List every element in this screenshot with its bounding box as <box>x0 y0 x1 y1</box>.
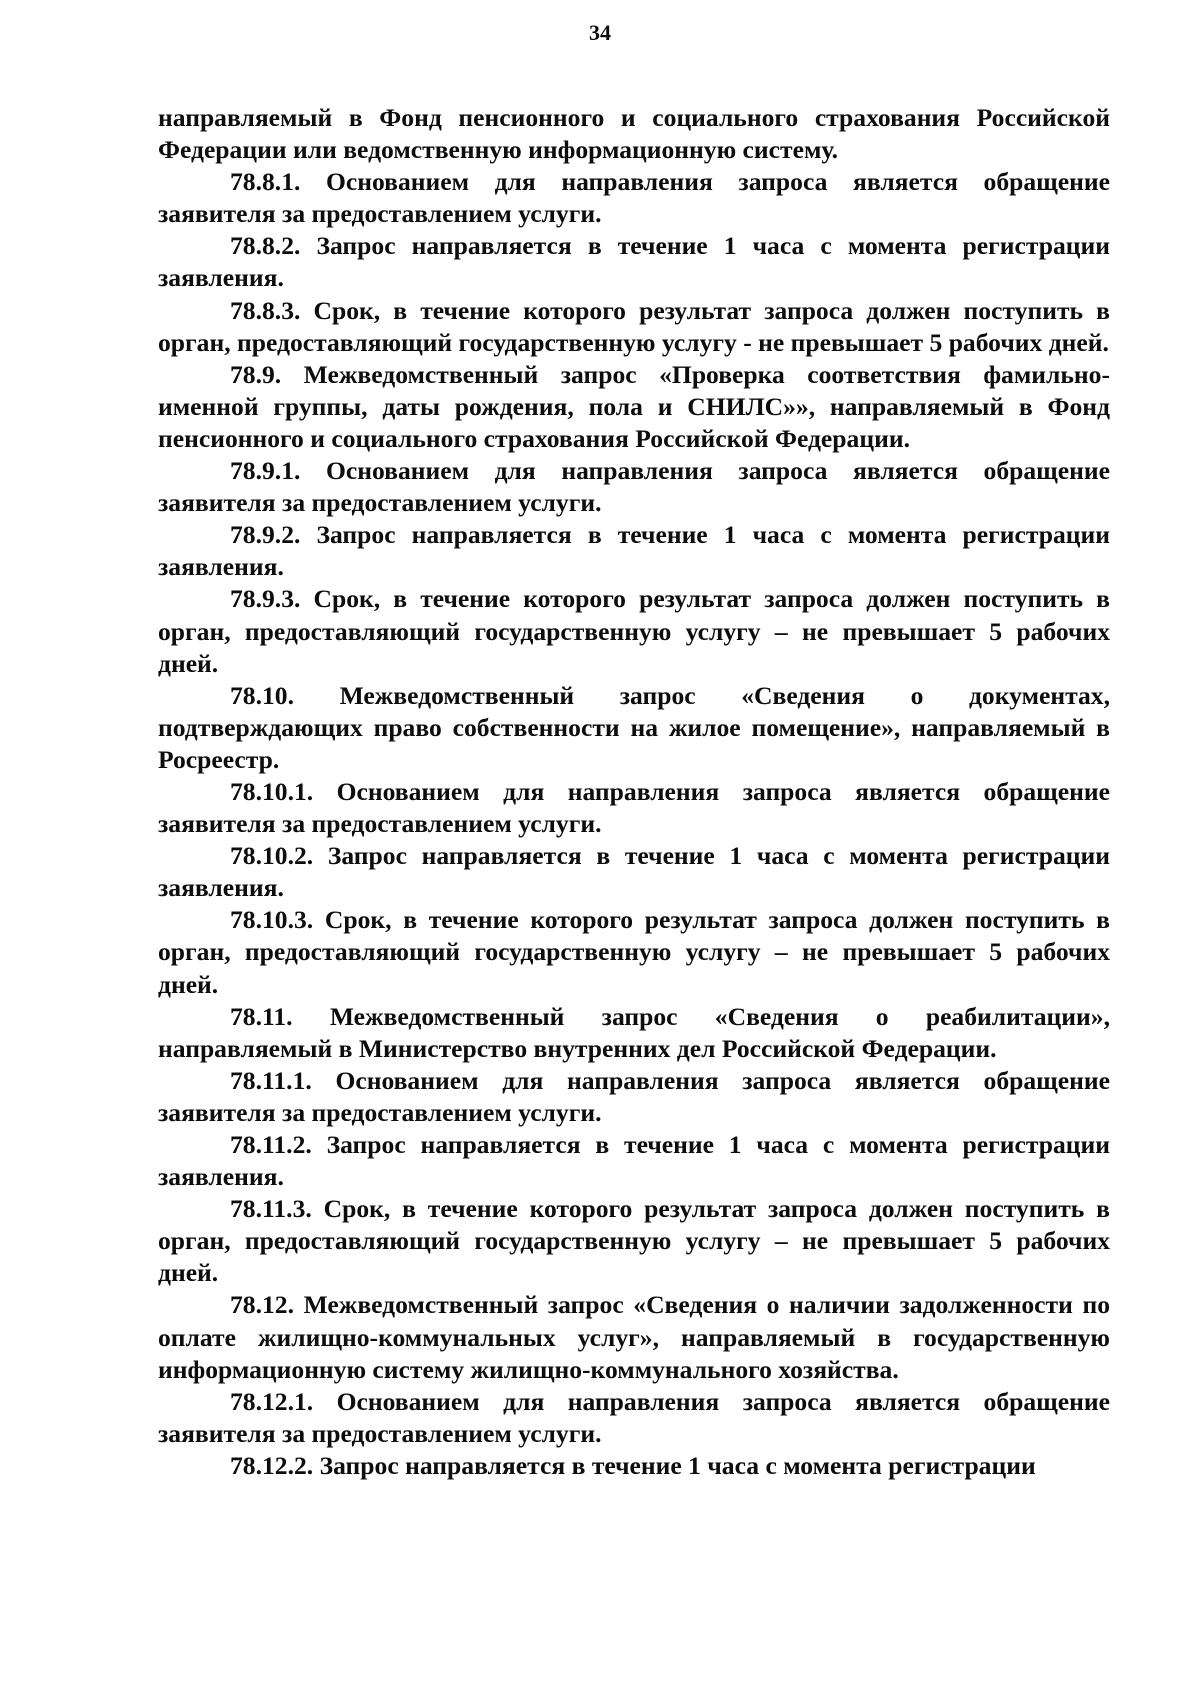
paragraph: 78.12. Межведомственный запрос «Сведения о наличии задолженности по оплате жилищно-коммунальных услуг», направляемый в государственную информационную систему жилищно-коммунального хозяйства. <box>158 1290 1110 1384</box>
paragraph: 78.9.1. Основанием для направления запроса является обращение заявителя за предоставлением услуги. <box>158 456 1110 518</box>
paragraph: 78.11.3. Срок, в течение которого результат запроса должен поступить в орган, предоставляющий государственную услугу – не превышает 5 рабочих дней. <box>158 1194 1110 1288</box>
page-number: 34 <box>589 20 611 45</box>
paragraph: 78.10.2. Запрос направляется в течение 1 часа с момента регистрации заявления. <box>158 841 1110 903</box>
paragraph: 78.12.2. Запрос направляется в течение 1 часа с момента регистрации <box>230 1450 1036 1480</box>
paragraph: направляемый в Фонд пенсионного и социального страхования Российской Федерации или ведомственную информационную систему. <box>158 103 1110 165</box>
paragraph: 78.10. Межведомственный запрос «Сведения о документах, подтверждающих право собственности на жилое помещение», направляемый в Росреестр. <box>158 680 1110 774</box>
paragraph: 78.11. Межведомственный запрос «Сведения о реабилитации», направляемый в Министерство внутренних дел Российской Федерации. <box>158 1001 1110 1063</box>
paragraph: 78.11.1. Основанием для направления запроса является обращение заявителя за предоставлением услуги. <box>158 1065 1110 1127</box>
paragraph: 78.9.3. Срок, в течение которого результат запроса должен поступить в орган, предоставляющий государственную услугу – не превышает 5 рабочих дней. <box>158 584 1110 678</box>
paragraph: 78.9. Межведомственный запрос «Проверка соответствия фамильно-именной группы, даты рождения, пола и СНИЛС»», направляемый в Фонд пенсионного и социального страхования Российской Федерации. <box>158 359 1110 453</box>
paragraph: 78.8.3. Срок, в течение которого результат запроса должен поступить в орган, предоставляющий государственную услугу - не превышает 5 рабочих дней. <box>158 295 1110 357</box>
paragraph: 78.12.1. Основанием для направления запроса является обращение заявителя за предоставлением услуги. <box>158 1386 1110 1448</box>
document-body <box>158 102 1110 1482</box>
paragraph: 78.8.2. Запрос направляется в течение 1 часа с момента регистрации заявления. <box>158 231 1110 293</box>
paragraph: 78.9.2. Запрос направляется в течение 1 часа с момента регистрации заявления. <box>158 520 1110 582</box>
paragraph: 78.8.1. Основанием для направления запроса является обращение заявителя за предоставлением услуги. <box>158 167 1110 229</box>
paragraph: 78.10.3. Срок, в течение которого результат запроса должен поступить в орган, предоставляющий государственную услугу – не превышает 5 рабочих дней. <box>158 905 1110 999</box>
paragraph: 78.10.1. Основанием для направления запроса является обращение заявителя за предоставлением услуги. <box>158 776 1110 839</box>
paragraph: 78.11.2. Запрос направляется в течение 1 часа с момента регистрации заявления. <box>158 1130 1110 1192</box>
